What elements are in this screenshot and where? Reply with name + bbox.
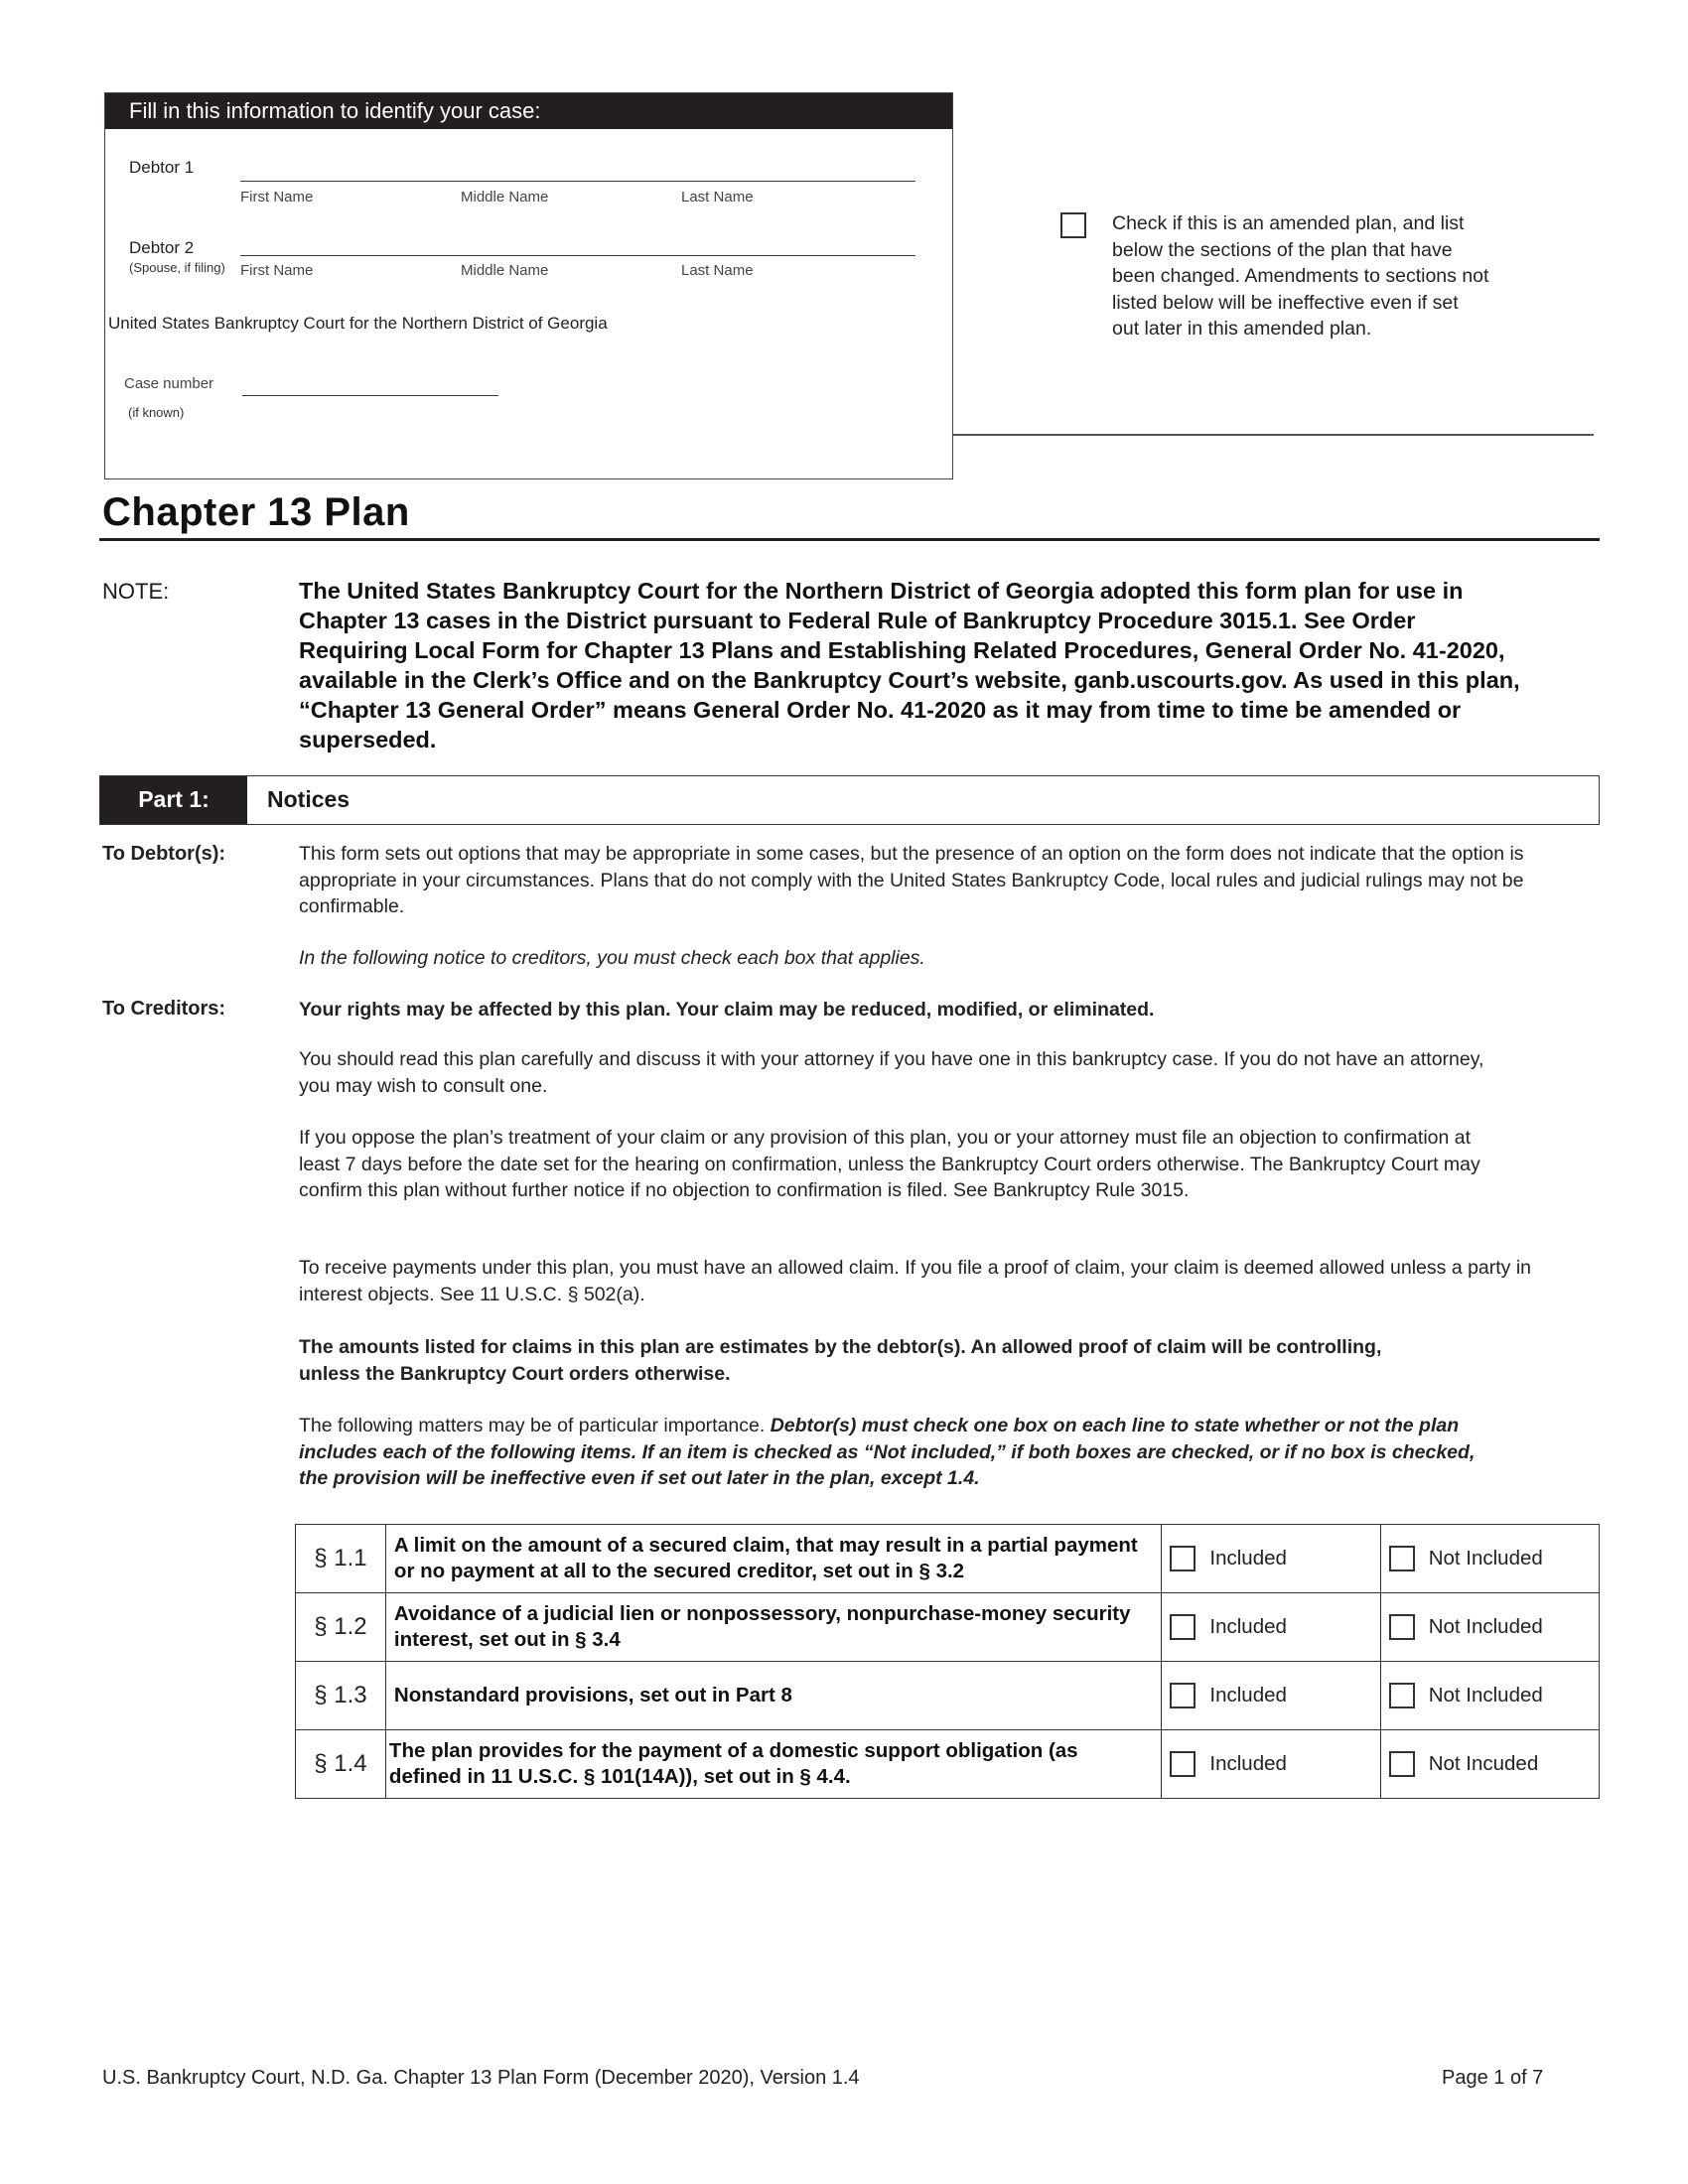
item-section: § 1.4	[296, 1730, 386, 1799]
amended-plan-checkbox[interactable]	[1060, 212, 1086, 238]
debtor2-label: Debtor 2	[129, 238, 195, 257]
court-name: United States Bankruptcy Court for the Northern District of Georgia	[108, 314, 608, 333]
item-section: § 1.3	[296, 1662, 386, 1730]
not-included-label: Not Included	[1428, 1547, 1543, 1570]
footer-page-number: Page 1 of 7	[1442, 2067, 1544, 2089]
to-creditors-p6-emph: Debtor(s) must check one box on each line to state whether or not the plan includes each of the following items. If an item is checked as “Not included,” if both boxes are checked, or if no box is checked, the provision will be ineffective even if set out later in the plan, except 1.4.	[299, 1415, 1476, 1489]
case-number-label: Case number	[124, 375, 214, 392]
amended-divider	[953, 434, 1594, 436]
not-included-option	[1380, 1662, 1599, 1730]
item-section: § 1.1	[296, 1525, 386, 1593]
included-option	[1162, 1730, 1380, 1799]
amended-plan-text: Check if this is an amended plan, and list below the sections of the plan that have been changed. Amendments to sections not listed below will be ineffective even if set out later in this amended plan.	[1112, 212, 1489, 340]
case-number-note: (if known)	[128, 405, 185, 420]
footer-form-info: U.S. Bankruptcy Court, N.D. Ga. Chapter 13 Plan Form (December 2020), Version 1.4	[102, 2067, 860, 2089]
debtor1-name-field[interactable]	[240, 181, 915, 182]
debtor1-last-name-label: Last Name	[681, 189, 754, 205]
item-description: Nonstandard provisions, set out in Part 8	[385, 1662, 1161, 1730]
not-included-option	[1380, 1593, 1599, 1662]
included-checkbox[interactable]	[1170, 1546, 1196, 1571]
item-description: A limit on the amount of a secured claim, that may result in a partial payment or no payment at all to the secured creditor, set out in § 3.2	[385, 1525, 1161, 1593]
not-included-label: Not Included	[1428, 1684, 1543, 1706]
to-debtors-p2: In the following notice to creditors, you must check each box that applies.	[299, 947, 925, 969]
included-label: Included	[1209, 1547, 1287, 1570]
debtor1-middle-name-label: Middle Name	[461, 189, 549, 205]
note-text: The United States Bankruptcy Court for the Northern District of Georgia adopted this form plan for use in Chapter 13 cases in the District pursuant to Federal Rule of Bankruptcy Procedure 3015.1. See Order Requiring Local Form for Chapter 13 Plans and Establishing Related Procedures, General Order No. 41-2020, available in the Clerk’s Office and on the Bankruptcy Court’s website, ganb.uscourts.gov. As used in this plan, “Chapter 13 General Order” means General Order No. 41-2020 as it may from time to time be amended or superseded.	[299, 578, 1520, 752]
item-section: § 1.2	[296, 1593, 386, 1662]
included-label: Included	[1209, 1615, 1287, 1638]
to-creditors-p6-plain: The following matters may be of particular importance.	[299, 1415, 771, 1436]
to-creditors-p6	[299, 1413, 1490, 1492]
debtor2-last-name-label: Last Name	[681, 262, 754, 279]
included-checkbox[interactable]	[1170, 1683, 1196, 1708]
included-checkbox[interactable]	[1170, 1751, 1196, 1777]
case-info-header: Fill in this information to identify your case:	[105, 93, 952, 129]
included-checkbox[interactable]	[1170, 1614, 1196, 1640]
not-included-checkbox[interactable]	[1389, 1614, 1415, 1640]
to-creditors-p1: Your rights may be affected by this plan. Your claim may be reduced, modified, or eliminated.	[299, 999, 1155, 1021]
not-included-option	[1380, 1730, 1599, 1799]
included-option	[1162, 1593, 1380, 1662]
to-debtors-p1: This form sets out options that may be appropriate in some cases, but the presence of an option on the form does not indicate that the option is appropriate in your circumstances. Plans that do not comply with the United States Bankruptcy Code, local rules and judicial rulings may not be confirmable.	[299, 843, 1524, 917]
not-included-checkbox[interactable]	[1389, 1546, 1415, 1571]
not-included-checkbox[interactable]	[1389, 1683, 1415, 1708]
not-included-option	[1380, 1525, 1599, 1593]
debtor2-middle-name-label: Middle Name	[461, 262, 549, 279]
not-included-label: Not Included	[1428, 1615, 1543, 1638]
debtor2-first-name-label: First Name	[240, 262, 314, 279]
debtor2-spouse-note: (Spouse, if filing)	[129, 260, 225, 275]
page-title: Chapter 13 Plan	[102, 490, 410, 534]
item-description: The plan provides for the payment of a domestic support obligation (as defined in 11 U.S.C. § 101(14A)), set out in § 4.4.	[385, 1730, 1161, 1799]
included-label: Included	[1209, 1684, 1287, 1706]
to-creditors-label: To Creditors:	[102, 998, 226, 1020]
case-info-box	[104, 92, 953, 479]
debtor1-label: Debtor 1	[129, 158, 195, 177]
to-creditors-p5: The amounts listed for claims in this plan are estimates by the debtor(s). An allowed proof of claim will be controlling, unless the Bankruptcy Court orders otherwise.	[299, 1336, 1382, 1385]
item-description: Avoidance of a judicial lien or nonpossessory, nonpurchase-money security interest, set out in § 3.4	[385, 1593, 1161, 1662]
to-creditors-p3: If you oppose the plan’s treatment of your claim or any provision of this plan, you or your attorney must file an objection to confirmation at least 7 days before the date set for the hearing on confirmation, unless the Bankruptcy Court orders otherwise. The Bankruptcy Court may confirm this plan without further notice if no objection to confirmation is filed. See Bankruptcy Rule 3015.	[299, 1127, 1480, 1201]
to-debtors-label: To Debtor(s):	[102, 843, 226, 865]
debtor1-first-name-label: First Name	[240, 189, 314, 205]
table-row	[296, 1730, 1600, 1799]
included-label: Included	[1209, 1752, 1287, 1775]
case-number-field[interactable]	[242, 395, 498, 396]
part1-header	[99, 775, 1600, 825]
to-creditors-p2: You should read this plan carefully and discuss it with your attorney if you have one in this bankruptcy case. If you do not have an attorney, you may wish to consult one.	[299, 1048, 1484, 1097]
not-included-checkbox[interactable]	[1389, 1751, 1415, 1777]
table-row	[296, 1525, 1600, 1593]
table-row	[296, 1593, 1600, 1662]
to-creditors-p4: To receive payments under this plan, you must have an allowed claim. If you file a proof of claim, your claim is deemed allowed unless a party in interest objects. See 11 U.S.C. § 502(a).	[299, 1257, 1532, 1305]
table-row	[296, 1662, 1600, 1730]
part1-title: Notices	[267, 786, 351, 812]
included-option	[1162, 1525, 1380, 1593]
debtor2-name-field[interactable]	[240, 255, 915, 256]
note-label: NOTE:	[102, 579, 170, 604]
included-option	[1162, 1662, 1380, 1730]
plan-items-table	[295, 1524, 1600, 1799]
not-included-label: Not Incuded	[1428, 1752, 1539, 1775]
title-rule	[99, 538, 1600, 541]
part1-number: Part 1:	[100, 776, 247, 824]
